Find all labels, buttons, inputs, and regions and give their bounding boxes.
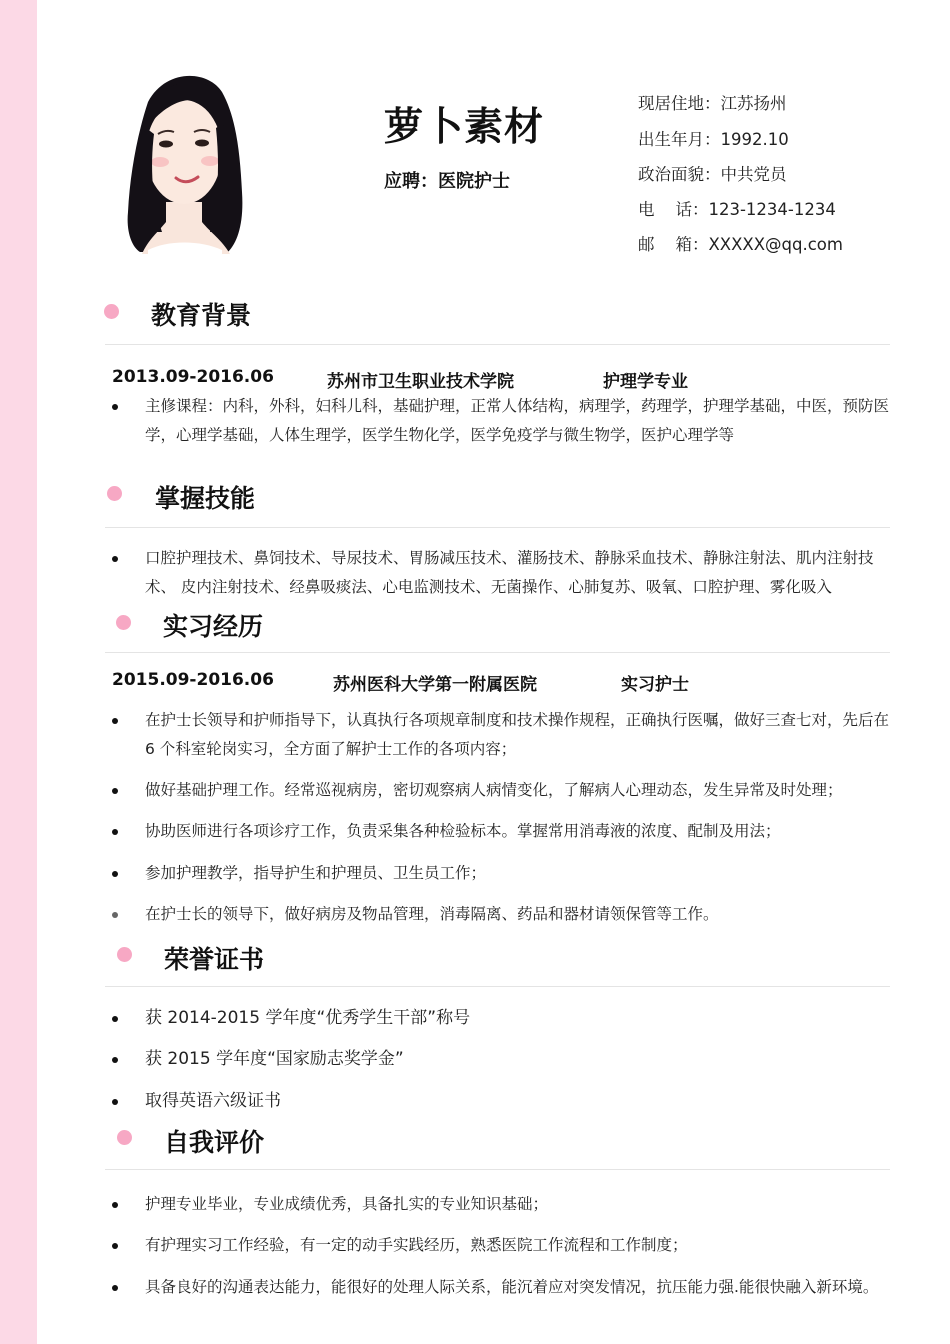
education-date: 2013.09-2016.06	[112, 367, 274, 387]
info-label: 出生年月：	[638, 130, 721, 149]
bullet-icon	[112, 404, 118, 410]
internship-item: 在护士长的领导下，做好病房及物品管理，消毒隔离、药品和器材请领保管等工作。	[145, 905, 719, 923]
avatar	[118, 62, 250, 254]
section-divider	[105, 652, 890, 653]
section-divider	[105, 527, 890, 528]
applied-position: 应聘：医院护士	[384, 171, 510, 192]
section-divider	[105, 344, 890, 345]
bullet-icon	[112, 788, 118, 794]
internship-date: 2015.09-2016.06	[112, 670, 274, 690]
bullet-icon	[112, 1202, 118, 1208]
internship-item: 参加护理教学，指导护生和护理员、卫生员工作；	[145, 864, 487, 882]
info-value: XXXXX@qq.com	[708, 235, 843, 254]
info-value: 江苏扬州	[720, 94, 787, 113]
section-dot-icon	[107, 486, 122, 501]
section-dot-icon	[104, 304, 119, 319]
honor-item: 取得英语六级证书	[145, 1091, 281, 1111]
info-residence	[638, 90, 787, 114]
self-item: 护理专业毕业，专业成绩优秀，具备扎实的专业知识基础；	[145, 1195, 549, 1213]
info-label: 政治面貌：	[638, 165, 721, 184]
info-value: 123-1234-1234	[708, 200, 836, 219]
honor-item: 获 2015 学年度“国家励志奖学金”	[145, 1049, 404, 1069]
left-accent-bar	[0, 0, 37, 1344]
education-major: 护理学专业	[603, 372, 688, 392]
info-label: 现居住地：	[638, 94, 721, 113]
section-title-skills: 掌握技能	[155, 484, 256, 513]
bullet-icon	[112, 1243, 118, 1249]
bullet-icon	[112, 556, 118, 562]
section-divider	[105, 1169, 890, 1170]
bullet-icon	[112, 1099, 118, 1105]
section-title-education: 教育背景	[151, 301, 252, 330]
info-birth	[638, 126, 789, 150]
section-dot-icon	[117, 947, 132, 962]
section-divider	[105, 986, 890, 987]
self-item: 具备良好的沟通表达能力，能很好的处理人际关系，能沉着应对突发情况，抗压能力强.能很快融入新环境。	[145, 1278, 879, 1296]
education-school: 苏州市卫生职业技术学院	[327, 372, 514, 392]
candidate-name: 萝卜素材	[384, 105, 545, 150]
section-title-self: 自我评价	[164, 1128, 265, 1157]
internship-role: 实习护士	[621, 675, 689, 695]
section-title-honors: 荣誉证书	[164, 945, 265, 974]
education-courses: 主修课程：内科，外科，妇科儿科，基础护理，正常人体结构，病理学，药理学，护理学基础，中医，预防医学，心理学基础，人体生理学，医学生物化学，医学免疫学与微生物学，医护心理学等	[145, 397, 890, 444]
internship-org: 苏州医科大学第一附属医院	[333, 675, 537, 695]
self-item: 有护理实习工作经验，有一定的动手实践经历，熟悉医院工作流程和工作制度；	[145, 1236, 688, 1254]
bullet-icon	[112, 871, 118, 877]
bullet-icon	[112, 1016, 118, 1022]
info-political	[638, 161, 787, 185]
info-phone	[638, 196, 836, 220]
info-label: 邮 箱：	[638, 235, 709, 254]
bullet-icon	[112, 829, 118, 835]
internship-item: 在护士长领导和护师指导下，认真执行各项规章制度和技术操作规程，正确执行医嘱，做好三查七对，先后在 6 个科室轮岗实习，全方面了解护士工作的各项内容；	[145, 711, 890, 758]
internship-item: 协助医师进行各项诊疗工作，负责采集各种检验标本。掌握常用消毒液的浓度、配制及用法；	[145, 822, 781, 840]
bullet-icon	[112, 718, 118, 724]
honor-item: 获 2014-2015 学年度“优秀学生干部”称号	[145, 1008, 471, 1028]
info-value: 中共党员	[720, 165, 787, 184]
bullet-icon	[112, 1057, 118, 1063]
section-dot-icon	[116, 615, 131, 630]
skills-list: 口腔护理技术、鼻饲技术、导尿技术、胃肠减压技术、灌肠技术、静脉采血技术、静脉注射法、肌内注射技术、 皮内注射技术、经鼻吸痰法、心电监测技术、无菌操作、心肺复苏、吸氧、口腔护理、雾化吸入	[145, 549, 874, 596]
internship-item: 做好基础护理工作。经常巡视病房，密切观察病人病情变化，了解病人心理动态，发生异常及时处理；	[145, 781, 843, 799]
bullet-icon	[112, 1285, 118, 1291]
info-value: 1992.10	[720, 130, 789, 149]
section-title-internship: 实习经历	[163, 612, 264, 641]
info-label: 电 话：	[638, 200, 709, 219]
section-dot-icon	[117, 1130, 132, 1145]
bullet-icon	[112, 912, 118, 918]
info-email	[638, 231, 843, 255]
